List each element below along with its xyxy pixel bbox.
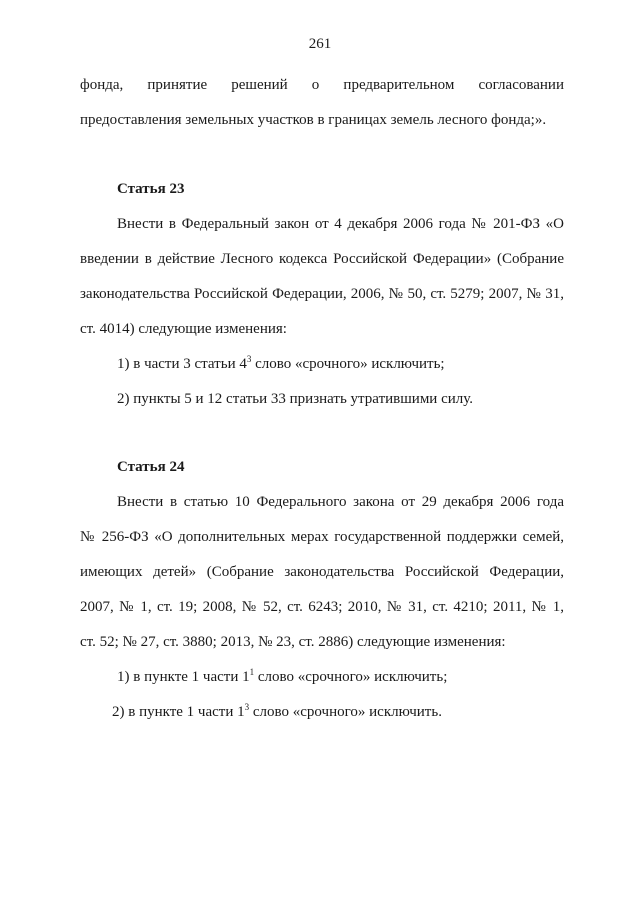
article-24-line-1: Внести в статью 10 Федерального закона от 29 декабря 2006 года xyxy=(117,494,564,510)
page-number: 261 xyxy=(308,36,332,52)
article-24-item-1-text: 1) в пункте 1 части 1 xyxy=(117,669,250,685)
article-23-item-1-sup: 3 xyxy=(246,354,252,364)
article-24-item-2-text: 2) в пункте 1 части 1 xyxy=(112,704,245,720)
article-24-item-2-sup: 3 xyxy=(244,702,250,712)
article-23-item-2: 2) пункты 5 и 12 статьи 33 признать утратившими силу. xyxy=(117,391,474,407)
intro-line-2: предоставления земельных участков в границах земель лесного фонда;». xyxy=(80,112,547,128)
article-23-item-1 xyxy=(117,355,445,373)
article-24-heading: Статья 24 xyxy=(117,459,185,475)
article-23-item-1-text: 1) в части 3 статьи 4 xyxy=(117,356,247,372)
article-24-item-2 xyxy=(112,703,442,721)
article-24-item-2-rest: слово «срочного» исключить. xyxy=(249,704,442,720)
intro-line-1: фонда, принятие решений о предварительном согласовании xyxy=(80,77,564,93)
article-24-item-1-sup: 1 xyxy=(249,667,255,677)
article-24-line-4: 2007, № 1, ст. 19; 2008, № 52, ст. 6243; 2010, № 31, ст. 4210; 2011, № 1, xyxy=(80,599,564,615)
article-23-item-1-rest: слово «срочного» исключить; xyxy=(251,356,445,372)
article-23-line-1: Внести в Федеральный закон от 4 декабря 2006 года № 201-ФЗ «О xyxy=(117,216,564,232)
article-23-line-2: введении в действие Лесного кодекса Российской Федерации» (Собрание xyxy=(80,251,564,267)
article-23-heading: Статья 23 xyxy=(117,181,185,197)
article-24-line-2: № 256-ФЗ «О дополнительных мерах государственной поддержки семей, xyxy=(80,529,564,545)
article-23-line-3: законодательства Российской Федерации, 2006, № 50, ст. 5279; 2007, № 31, xyxy=(80,286,564,302)
article-24-item-1 xyxy=(117,668,447,686)
article-24-line-5: ст. 52; № 27, ст. 3880; 2013, № 23, ст. 2886) следующие изменения: xyxy=(80,634,506,650)
article-23-line-4: ст. 4014) следующие изменения: xyxy=(80,321,287,337)
article-24-line-3: имеющих детей» (Собрание законодательства Российской Федерации, xyxy=(80,564,564,580)
article-24-item-1-rest: слово «срочного» исключить; xyxy=(254,669,448,685)
